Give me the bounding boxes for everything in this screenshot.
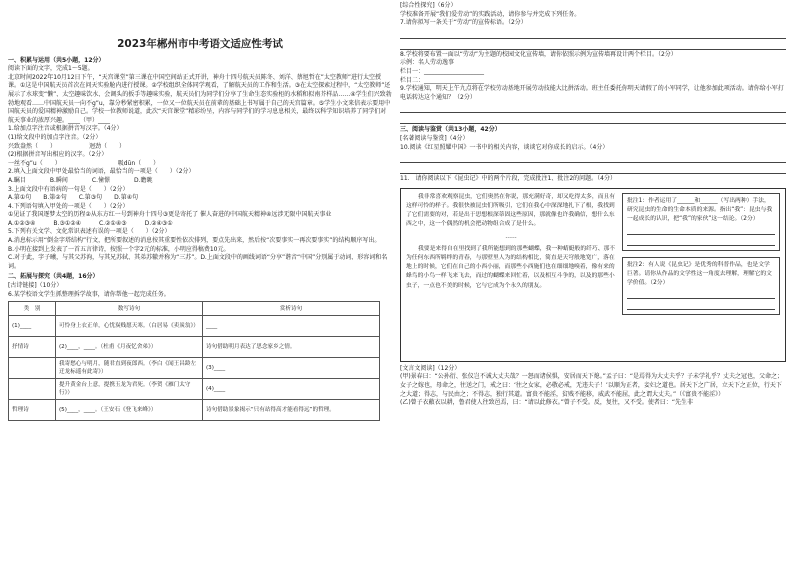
category-cell [9,358,56,379]
left-paragraph: A.消息标示用“倒金字塔结构”行文，把所要叙述的消息按其重要性依次排列，要点先出来，然后按“次要事实一再次要事实”的结构顺序写出。 [8,237,381,245]
left-column [8,0,392,421]
left-paragraph: A.第①句 B.第②句 C.第③句 D.第④句 [8,194,139,202]
left-paragraph: [古诗链接]（10分） [8,282,63,290]
answer-line[interactable] [400,114,786,124]
example-cell: 提升黄金台上意，提携玉龙为君死。（李贺《雁门太守行》） [56,379,203,400]
right-paragraph: 示例：名人劳动逸事 [400,59,455,67]
answer-line[interactable] [400,164,786,174]
insect-passage-2: 我要是来得自在里找到了我所能想到的那些蝴蝶，我一种蜻蜓般的纤巧、那不为任何东西所羁绊的青春，与那壁里人为的结构相比，简直是天穹般地宽广，落在地上的时候，它们在自己的小西小丽，而那些小西施们也在细细地嗅着，像有来的蜂鸟的小鸟一样飞来飞去，而过的蝴蝶来回忙着，以及相互斗争的，以及的那些小虫子，一点也不美的时候，它与它成为个永久的朋友。 [406,245,616,289]
right-paragraph: 7.请你拟写一条关于“劳动”的宣传标语。（2分） [400,19,527,27]
left-paragraph: ①见证了我国逐梦太空的历程②从东方红一号到神舟十四号③更是寄托了 催人奋进的中国航天精神④远涉无限中国航天事业 [8,211,332,219]
right-paragraph: 栏目二：____________________ [400,76,485,84]
appreciation-cell[interactable]: (3)____ [203,358,380,379]
section-heading: 一、积累与运用（共5小题，12分） [8,56,105,64]
right-paragraph: 11. 请你阅读以下《昆虫记》中的两个片段，完成批注1、批注2的问题。（4分） [400,175,616,183]
left-paragraph: (1)给文段中的加点字注音。（2分） [8,133,102,141]
answer-line[interactable] [400,153,786,163]
classical-paragraph: (甲)景春曰：“公孙衍、张仪岂不诚大丈夫哉？一怒而诸侯惧，安居而天下熄。”孟子曰：“是焉得为大丈夫乎？子未学礼乎？丈夫之冠也，父命之；女子之嫁也，母命之，往送之门，戒之曰：‘往之女家，必敬必戒，无违夫子！’以顺为正者，妾妇之道也。居天下之广居，立天下之正位，行天下之大道；得志，与民由之；不得志，独行其道。富贵不能淫，贫贱不能移，威武不能屈，此之谓大丈夫。”（《富贵不能淫》） [400,373,784,398]
right-paragraph: 栏目一：____________________ [400,67,485,75]
right-column [400,0,786,408]
insect-reading-box [400,188,786,362]
annotation-2 [622,257,780,315]
right-paragraph: 8.学校将要布置一面以“劳动”为主题的校园文化宣传墙，请你依照示例为宣传墙再设计两个栏目。（2分） [400,50,677,58]
appreciation-cell[interactable]: (4)____ [203,379,380,400]
answer-line[interactable] [627,225,775,235]
insect-passage-1: 我非常喜欢观察昆虫，它们奥然在你说，那充满好奇，却又吃得太多，而且有这样可怜的样子。我很快被昆虫们所吸引，它们在我心中深深地扎下了根，我找到了它们需要的对，若是出于思想根深蒂固这些原因，那就像也许我确信，想什么东西之中，这一个偶然的机会把动物组合成了是什么。 [406,193,616,228]
header-category: 类 别 [9,302,56,316]
page-title: 2023年郴州市中考语文适应性考试 [117,38,283,50]
left-paragraph: 北京时间2022年10月12日下午，“天宫课堂”第三课在中国空间站正式开讲，神舟十四号航天员陈冬、刘洋、蔡旭哲在”太空教师”进行太空授课。①这是中国航天员首次在问天实验舱内进行授课。②学校组织全体同学观看，了解航天员的工作和生活。③在太空探索过程中，“太空教师”还展示了水球变“懒”、太空趣味饮水、会调头的扳手等趣味实验，航天员们为同学们分享了生命生态实验柜的水稻和拟南芥样品……④学生们兴致勃勃地观看……中国航天员一向不g”u，靠分秒紧密积累，一位又一位航天员在前辈的基础上书写属于自己的天宫篇章。⑤学生小文来信表示要用中国航天员的爱国精神激励自己。学校一位教师说道，此次“天宫课堂”精彩纷呈，内容与同学们的学习息息相关，最终以科学知识培养了同学们对航天事业的浓厚兴趣。____（甲）____ [8,73,392,124]
category-cell: 哲理诗 [9,400,56,421]
answer-line[interactable] [400,29,786,39]
example-cell: 我寄愁心与明月，随君直到夜郎西。（李白《闻王昌龄左迁龙标遥有此寄》） [56,358,203,379]
classical-chinese-section [400,365,786,408]
category-cell[interactable]: (1)____ [9,316,56,337]
left-paragraph: A.瞩目 B.瞬间 C.憧憬 D.瞻眺 [8,176,153,184]
left-paragraph: 2.填入上面文段中甲处最恰当的词语，最恰当的一项是（ ）（2分） [8,168,195,176]
right-paragraph: [综合性探究]（6分） [400,2,457,9]
left-paragraph: 5.下列有关文学、文化常识表述有误的一项是（ ）（2分） [8,228,171,236]
section-heading: 三、阅读与鉴赏（共13小题，42分） [400,126,501,134]
answer-line[interactable] [627,236,775,246]
example-cell: 可怜身上衣正单，心忧炭贱愿天寒。（白居易《卖炭翁》） [56,316,203,337]
example-cell[interactable]: (5)____，____。（王安石《登飞来峰》） [56,400,203,421]
left-paragraph: (2)根据拼音写出相应的汉字。（2分） [8,151,108,159]
annotation-panel [622,193,780,357]
table-row [9,400,380,421]
right-paragraph: 9.学校通知，明天上午九点将在学校劳动基地开展劳动技能大比拼活动。班主任委托你明天请假了的小军同学，让他参加此项活动。请你给小军打电话转达这个通知？（2分） [400,85,784,101]
answer-line[interactable] [627,300,775,310]
annotation-1-text: 批注1：作者运用了______和______（写出两种）手法，研究昆虫的生命的生命本质的来源。指出“我”：昆虫与我一起成长的认识，把“我”的家伙”这一结论。（2分） [627,197,773,222]
answer-line[interactable] [627,289,775,299]
poem-table [8,301,380,421]
appreciation-cell: 诗句借助明月表达了思念家乡之情。 [203,337,380,358]
appreciation-cell: 诗句借助景象揭示“只有站得高才能看得远”的哲理。 [203,400,380,421]
poem-table-header [9,302,380,316]
left-paragraph: 1.给加点字注音或根据拼音写汉字。（4分） [8,125,123,133]
answer-line[interactable] [400,40,786,50]
right-paragraph: [名著阅读与鉴赏]（4分） [400,134,469,142]
annotation-2-text: 批注2：有人说《昆虫记》是优秀的科普作品，也是文学巨著。请你从作品的文学性这一角度去理解，理解它的文学价值。（2分） [627,261,772,286]
insect-passages [406,193,616,357]
left-paragraph: 4.下列语句填入甲处的一项是（ ）（2分） [8,202,129,210]
right-paragraph: 10.阅读《红星照耀中国》一书中的相关内容，谈谈它对你成长的启示。（4分） [400,143,609,151]
category-cell [9,379,56,400]
left-paragraph: 6.某学校语文学生抓整理拆学故事，请你帮他一起完成任务。 [8,290,170,298]
table-row [9,358,380,379]
header-example: 数写诗句 [56,302,203,316]
classical-paragraph: [文言文阅读]（12分） [400,364,461,372]
left-paragraphs [8,57,392,300]
category-cell: 抒情诗 [9,337,56,358]
answer-line[interactable] [400,103,786,113]
left-paragraph: B.小明在接到上发表了一首五言律诗，按照一个字2元的标准，小明应得稿费10元。 [8,245,230,253]
left-paragraph: 3.上面文段中有语病的一句是（ ）（2分） [8,185,129,193]
classical-paragraph: (乙)曾子衣敝衣以耕，鲁君使人往致邑焉，曰：“请以此修衣。”曾子不受。反，复往，又不受。使者曰：“先生非 [400,399,694,407]
header-appreciation: 赏析诗句 [203,302,380,316]
annotation-1 [622,193,780,251]
example-cell[interactable]: (2)____，____。（杜甫《月夜忆舍弟》） [56,337,203,358]
table-row [9,316,380,337]
right-paragraph: 学校准备开展“我们爱劳动”的实践活动，请你参与并完成下列任务。 [400,10,581,18]
passage-separator: …… [505,233,517,240]
left-paragraph: 阅读下面的文字，完成1～5题。 [8,65,94,73]
right-paragraphs [400,2,786,184]
left-paragraph: 兴致盎然（ ） 迥劲（ ） [8,142,126,150]
table-row [9,379,380,400]
appreciation-cell[interactable]: ____ [203,316,380,337]
left-paragraph: C.对于此，字子曦，与其父苏洵，与其兄苏轼、其弟苏辙并称为“三苏”。D.上面文段中的画线词语“分享”谐音“中国”分别属于动词、形容词和名词。 [8,254,388,270]
left-paragraph: 一丝不g”u（ ） 吸dūn（ ） [8,159,160,167]
left-paragraph: A.①②③④ B.③①②④ C.②①④③ D.②④③① [8,219,173,227]
table-row [9,337,380,358]
section-heading: 二、拓展与探究（共4题，16分） [8,273,99,281]
